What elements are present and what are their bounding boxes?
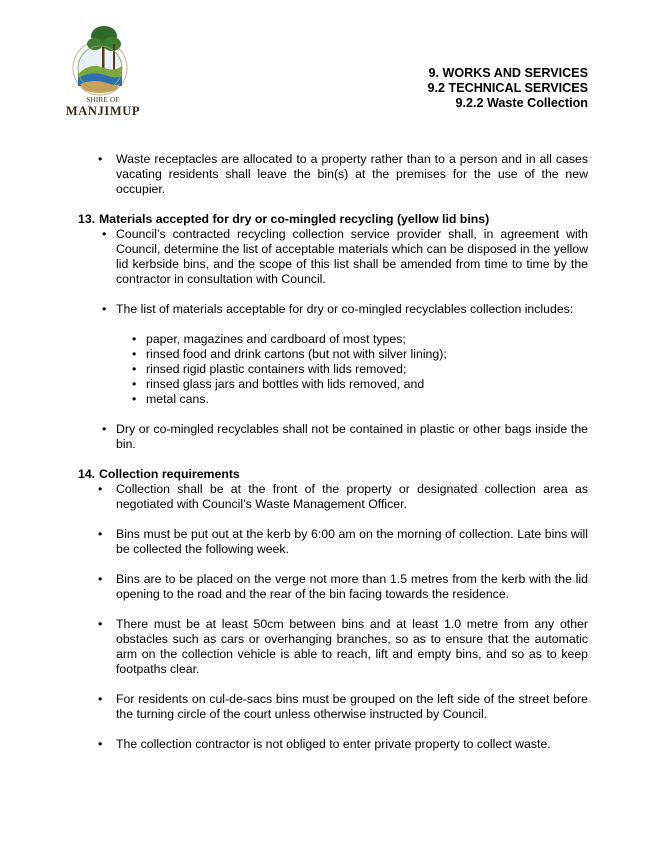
list-item <box>78 572 588 602</box>
bullet-icon: • <box>132 347 137 361</box>
header-line-3: 9.2.2 Waste Collection <box>455 96 588 110</box>
material-item <box>78 347 588 362</box>
material-item <box>78 362 588 377</box>
logo-name: MANJIMUP <box>65 104 141 118</box>
list-item <box>78 617 588 677</box>
bullet-icon: • <box>132 332 137 346</box>
list-item <box>78 482 588 512</box>
section-13-heading <box>78 212 588 227</box>
section-14-bullet: For residents on cul-de-sacs bins must be grouped on the left side of the street before the turning circle of the court unless otherwise instructed by Council. <box>116 692 588 721</box>
list-item <box>78 692 588 722</box>
material-item <box>78 332 588 347</box>
section-13-title: Materials accepted for dry or co-mingled recycling (yellow lid bins) <box>99 212 490 226</box>
section-14-number: 14. <box>78 467 96 481</box>
material-text: metal cans. <box>146 392 209 406</box>
bullet-icon: • <box>98 692 103 706</box>
bullet-icon: • <box>132 377 137 391</box>
logo-shire-label: SHIRE OF <box>86 96 120 104</box>
material-text: rinsed glass jars and bottles with lids removed, and <box>146 377 425 391</box>
bullet-icon: • <box>98 152 103 166</box>
bullet-icon: • <box>102 422 107 436</box>
section-14-bullet: Bins must be put out at the kerb by 6:00 am on the morning of collection. Late bins will be collected the following week. <box>116 527 588 556</box>
section-14-bullet: There must be at least 50cm between bins and at least 1.0 metre from any other obstacles such as cars or overhanging branches, so as to ensure that the automatic arm on the collection vehicle is able to reach, lift and empty bins, and so as to keep footpaths clear. <box>116 617 588 676</box>
bullet-icon: • <box>98 737 103 751</box>
list-item <box>78 152 588 197</box>
document-body <box>78 152 588 752</box>
material-item <box>78 392 588 407</box>
bullet-icon: • <box>98 482 103 496</box>
material-item <box>78 377 588 392</box>
bullet-icon: • <box>132 392 137 406</box>
bullet-icon: • <box>98 572 103 586</box>
list-item <box>78 302 588 317</box>
intro-bullet-text: Waste receptacles are allocated to a property rather than to a person and in all cases vacating residents shall leave the bin(s) at the premises for the use of the new occupier. <box>116 152 588 196</box>
section-13-bullet-1: Council’s contracted recycling collection service provider shall, in agreement with Council, determine the list of acceptable materials which can be disposed in the yellow lid kerbside bins, and the scope of this list shall be amended from time to time by the contractor in consultation with Council. <box>116 227 588 286</box>
bullet-icon: • <box>102 302 107 316</box>
section-14-heading <box>78 467 588 482</box>
list-item <box>78 227 588 287</box>
header-line-1: 9. WORKS AND SERVICES <box>428 66 588 80</box>
section-13-bullet-3: Dry or co-mingled recyclables shall not be contained in plastic or other bags inside the bin. <box>116 422 588 451</box>
document-header <box>428 66 589 111</box>
list-item <box>78 527 588 557</box>
bullet-icon: • <box>102 227 107 241</box>
bullet-icon: • <box>132 362 137 376</box>
section-14-title: Collection requirements <box>99 467 240 481</box>
material-text: paper, magazines and cardboard of most types; <box>146 332 406 346</box>
section-14-bullet: Bins are to be placed on the verge not more than 1.5 metres from the kerb with the lid opening to the road and the rear of the bin facing towards the residence. <box>116 572 588 601</box>
section-14-bullet: Collection shall be at the front of the property or designated collection area as negotiated with Council’s Waste Management Officer. <box>116 482 588 511</box>
logo-text <box>63 96 143 118</box>
section-13-number: 13. <box>78 212 96 226</box>
bullet-icon: • <box>98 527 103 541</box>
bullet-icon: • <box>98 617 103 631</box>
material-text: rinsed food and drink cartons (but not with silver lining); <box>146 347 447 361</box>
list-item <box>78 737 588 752</box>
material-text: rinsed rigid plastic containers with lids removed; <box>146 362 407 376</box>
section-14-bullet: The collection contractor is not obliged to enter private property to collect waste. <box>116 737 551 751</box>
section-13-bullet-2: The list of materials acceptable for dry or co-mingled recyclables collection includes: <box>116 302 574 316</box>
header-line-2: 9.2 TECHNICAL SERVICES <box>427 81 588 95</box>
list-item <box>78 422 588 452</box>
